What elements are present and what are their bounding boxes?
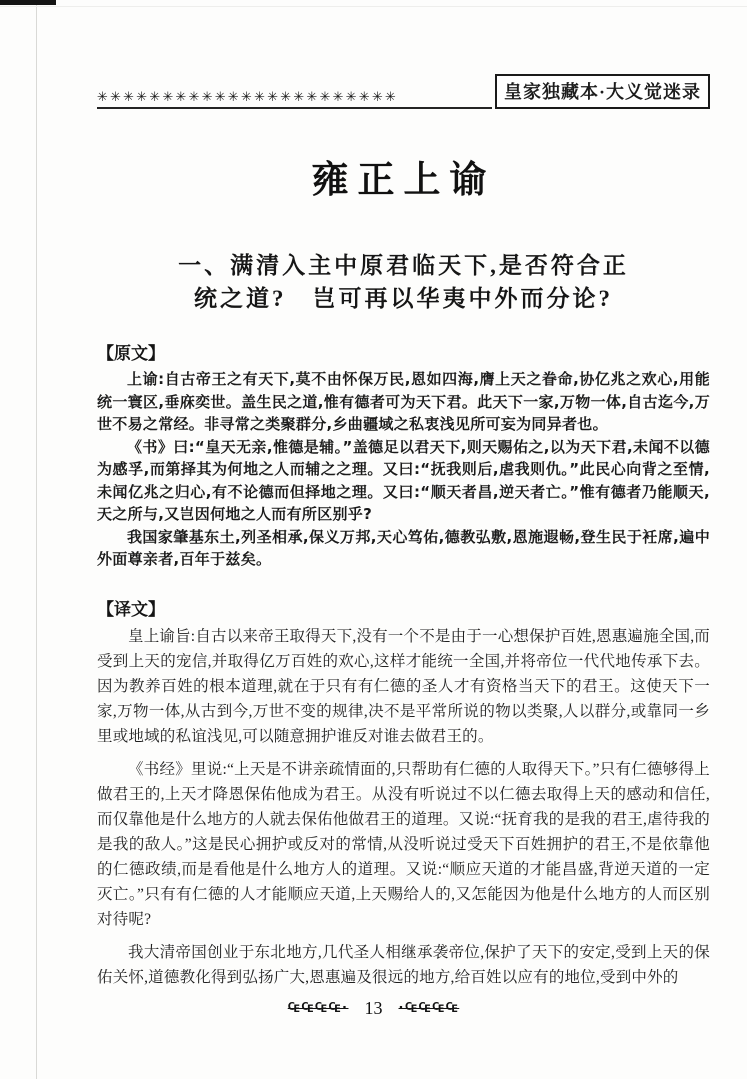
footer-ornament-right: ·₠₠₠₠ [398, 1000, 460, 1016]
original-text-block [97, 368, 710, 571]
paragraph: 《书经》里说:“上天是不讲亲疏情面的,只帮助有仁德的人取得天下。”只有仁德够得上做君王的,上天才降恩保佑他成为君王。从没有听说过不以仁德去取得上天的感动和信任,而仅靠他是什么地方的人就去保佑他做君王的道理。又说:“抚育我的是我的君王,虐待我的是我的敌人。”这是民心拥护或反对的常情,从没听说过受天下百姓拥护的君王,不是依靠他的仁德政绩,而是看他是什么地方人的道理。又说:“顺应天道的才能昌盛,背逆天道的一定灭亡。”只有有仁德的人才能顺应天道,上天赐给人的,又怎能因为他是什么地方的人而区别对待呢? [97, 760, 710, 928]
chapter-title: 雍正上谕 [311, 160, 496, 201]
section-heading-line2: 统之道? 岂可再以华夷中外而分论? [194, 286, 613, 311]
page-number: 13 [364, 997, 383, 1018]
translation-text-block [97, 624, 710, 990]
paragraph: 皇上谕旨:自古以来帝王取得天下,没有一个不是由于一心想保护百姓,恩惠遍施全国,而受到上天的宠信,并取得亿万百姓的欢心,这样才能统一全国,并将帝位一代代地传承下去。因为教养百姓的根本道理,就在于只有有仁德的圣人才有资格当天下的君王。这使天下一家,万物一体,从古到今,万世不变的规律,决不是平常所说的物以类聚,人以群分,或靠同一乡里或地域的私谊浅见,可以随意拥护谁反对谁去做君王的。 [97, 627, 710, 745]
book-series-label: 皇家独藏本·大义觉迷录 [495, 74, 710, 109]
scan-edge-top [0, 6, 747, 7]
page-footer [37, 998, 710, 1019]
paragraph: 《书》曰:“皇天无亲,惟德是辅。”盖德足以君天下,则天赐佑之,以为天下君,未闻不以德为感孚,而第择其为何地之人而辅之之理。又曰:“抚我则后,虐我则仇。”此民心向背之至情,未闻亿兆之归心,有不论德而但择地之理。又曰:“顺天者昌,逆天者亡。”惟有德者乃能顺天,天之所与,又岂因何地之人而有所区别乎? [97, 437, 710, 523]
translation-label: 【译文】 [97, 599, 165, 620]
scan-edge-line [36, 0, 37, 1079]
paragraph: 上谕:自古帝王之有天下,莫不由怀保万民,恩如四海,膺上天之眷命,协亿兆之欢心,用能统一寰区,垂庥奕世。盖生民之道,惟有德者可为天下君。此天下一家,万物一体,自古迄今,万世不易之常经。非寻常之类聚群分,乡曲疆域之私衷浅见所可妄为同异者也。 [97, 370, 710, 433]
header-ornament-row: ✳✳✳✳✳✳✳✳✳✳✳✳✳✳✳✳✳✳✳✳✳✳✳ [97, 90, 492, 109]
page-header [97, 74, 710, 109]
paragraph: 我大清帝国创业于东北地方,几代圣人相继承袭帝位,保护了天下的安定,受到上天的保佑关怀,道德教化得到弘扬广大,恩惠遍及很远的地方,给百姓以应有的地位,受到中外的 [97, 943, 710, 986]
footer-ornament-left: ₠₠₠₠· [287, 1000, 349, 1016]
section-heading [97, 249, 710, 315]
scan-artifact-dash [0, 0, 56, 5]
paragraph: 我国家肇基东土,列圣相承,保义万邦,天心笃佑,德教弘敷,恩施遐畅,登生民于衽席,遍中外面尊亲者,百年于兹矣。 [97, 527, 710, 568]
original-text-label: 【原文】 [97, 344, 165, 364]
section-heading-line1: 一、满清入主中原君临天下,是否符合正 [178, 253, 629, 278]
